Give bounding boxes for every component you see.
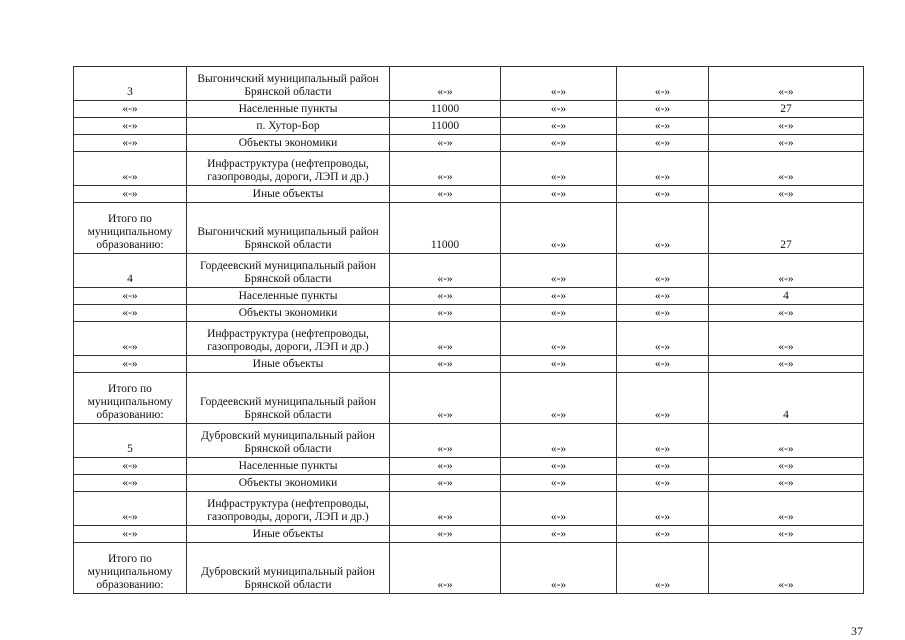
table-cell-col-3: «-»	[390, 305, 501, 322]
table-cell-col-1: «-»	[74, 322, 187, 356]
table-cell-col-2: Иные объекты	[187, 526, 390, 543]
table-cell-col-2: Населенные пункты	[187, 288, 390, 305]
table-cell-col-4: «-»	[501, 424, 617, 458]
table-cell-col-2: Объекты экономики	[187, 475, 390, 492]
table-cell-col-4: «-»	[501, 475, 617, 492]
table-row	[74, 526, 864, 543]
table-cell-col-1: «-»	[74, 475, 187, 492]
table-cell-col-4: «-»	[501, 254, 617, 288]
table-cell-col-1: Итого по муниципальному образованию:	[74, 543, 187, 594]
table-row	[74, 101, 864, 118]
table-row	[74, 186, 864, 203]
table-cell-col-5: «-»	[617, 118, 709, 135]
table-cell-col-4: «-»	[501, 67, 617, 101]
table-cell-col-3: «-»	[390, 356, 501, 373]
table-cell-col-3: «-»	[390, 492, 501, 526]
table-cell-col-1: Итого по муниципальному образованию:	[74, 373, 187, 424]
table-cell-col-4: «-»	[501, 322, 617, 356]
table-cell-col-3: «-»	[390, 254, 501, 288]
table-cell-col-1: «-»	[74, 135, 187, 152]
table-cell-col-5: «-»	[617, 373, 709, 424]
table-cell-col-5: «-»	[617, 288, 709, 305]
table-cell-col-4: «-»	[501, 305, 617, 322]
table-cell-col-5: «-»	[617, 543, 709, 594]
table-cell-col-3: «-»	[390, 458, 501, 475]
table-cell-col-6: «-»	[709, 322, 864, 356]
table-cell-col-1: «-»	[74, 492, 187, 526]
table-body	[74, 67, 864, 594]
table-cell-col-4: «-»	[501, 135, 617, 152]
table-cell-col-3: «-»	[390, 186, 501, 203]
table-cell-col-3: 11000	[390, 101, 501, 118]
table-row	[74, 492, 864, 526]
table-cell-col-6: «-»	[709, 135, 864, 152]
table-cell-col-4: «-»	[501, 288, 617, 305]
table-cell-col-6: 27	[709, 203, 864, 254]
table-row	[74, 152, 864, 186]
table-cell-col-4: «-»	[501, 492, 617, 526]
table-cell-col-4: «-»	[501, 152, 617, 186]
table-row	[74, 475, 864, 492]
table-cell-col-5: «-»	[617, 458, 709, 475]
table-cell-col-6: «-»	[709, 118, 864, 135]
table-cell-col-6: «-»	[709, 254, 864, 288]
table-cell-col-2: Населенные пункты	[187, 458, 390, 475]
table-row	[74, 67, 864, 101]
table-row	[74, 135, 864, 152]
table-row	[74, 424, 864, 458]
table-cell-col-2: Гордеевский муниципальный район Брянской области	[187, 254, 390, 288]
table-cell-col-5: «-»	[617, 254, 709, 288]
table-cell-col-6: «-»	[709, 475, 864, 492]
table-cell-col-1: «-»	[74, 186, 187, 203]
table-cell-col-3: «-»	[390, 67, 501, 101]
table-cell-col-6: 4	[709, 373, 864, 424]
table-cell-col-4: «-»	[501, 356, 617, 373]
table-cell-col-6: «-»	[709, 152, 864, 186]
table-cell-col-6: «-»	[709, 424, 864, 458]
table-cell-col-5: «-»	[617, 101, 709, 118]
table-cell-col-6: 4	[709, 288, 864, 305]
table-cell-col-2: Иные объекты	[187, 356, 390, 373]
table-cell-col-3: «-»	[390, 373, 501, 424]
table-cell-col-4: «-»	[501, 373, 617, 424]
table-cell-col-2: Инфраструктура (нефтепроводы, газопроводы, дороги, ЛЭП и др.)	[187, 152, 390, 186]
table-cell-col-2: Дубровский муниципальный район Брянской области	[187, 424, 390, 458]
table-cell-col-2: Дубровский муниципальный район Брянской области	[187, 543, 390, 594]
table-cell-col-5: «-»	[617, 203, 709, 254]
table-cell-col-5: «-»	[617, 135, 709, 152]
table-row	[74, 543, 864, 594]
table-cell-col-2: Объекты экономики	[187, 135, 390, 152]
table-row	[74, 458, 864, 475]
table-cell-col-4: «-»	[501, 186, 617, 203]
table-row	[74, 305, 864, 322]
table-row	[74, 254, 864, 288]
table-cell-col-3: «-»	[390, 322, 501, 356]
table-cell-col-5: «-»	[617, 475, 709, 492]
table-row	[74, 203, 864, 254]
table-cell-col-5: «-»	[617, 152, 709, 186]
table-cell-col-2: Гордеевский муниципальный район Брянской области	[187, 373, 390, 424]
table-cell-col-1: «-»	[74, 288, 187, 305]
table-cell-col-2: п. Хутор-Бор	[187, 118, 390, 135]
table-cell-col-6: «-»	[709, 305, 864, 322]
table-cell-col-5: «-»	[617, 492, 709, 526]
table-cell-col-6: «-»	[709, 458, 864, 475]
table-cell-col-1: «-»	[74, 305, 187, 322]
table-cell-col-3: «-»	[390, 135, 501, 152]
table-cell-col-2: Выгоничский муниципальный район Брянской области	[187, 203, 390, 254]
table-cell-col-1: 4	[74, 254, 187, 288]
table-row	[74, 373, 864, 424]
table-cell-col-3: «-»	[390, 288, 501, 305]
table-cell-col-2: Инфраструктура (нефтепроводы, газопроводы, дороги, ЛЭП и др.)	[187, 322, 390, 356]
table-cell-col-1: «-»	[74, 101, 187, 118]
table-row	[74, 322, 864, 356]
table-cell-col-4: «-»	[501, 458, 617, 475]
table-cell-col-1: «-»	[74, 118, 187, 135]
table-cell-col-3: «-»	[390, 152, 501, 186]
table-cell-col-5: «-»	[617, 67, 709, 101]
table-cell-col-6: «-»	[709, 492, 864, 526]
table-cell-col-4: «-»	[501, 526, 617, 543]
table-cell-col-5: «-»	[617, 322, 709, 356]
table-row	[74, 356, 864, 373]
table-cell-col-2: Населенные пункты	[187, 101, 390, 118]
table-row	[74, 118, 864, 135]
table-cell-col-4: «-»	[501, 101, 617, 118]
table-cell-col-3: 11000	[390, 118, 501, 135]
table-cell-col-2: Выгоничский муниципальный район Брянской области	[187, 67, 390, 101]
table-cell-col-6: «-»	[709, 67, 864, 101]
table-cell-col-1: «-»	[74, 526, 187, 543]
table-cell-col-6: 27	[709, 101, 864, 118]
table-cell-col-1: 3	[74, 67, 187, 101]
table-cell-col-1: «-»	[74, 152, 187, 186]
table-cell-col-4: «-»	[501, 543, 617, 594]
table-cell-col-5: «-»	[617, 186, 709, 203]
table-cell-col-4: «-»	[501, 203, 617, 254]
table-cell-col-5: «-»	[617, 305, 709, 322]
table-cell-col-3: «-»	[390, 475, 501, 492]
table-cell-col-1: 5	[74, 424, 187, 458]
table-cell-col-6: «-»	[709, 356, 864, 373]
data-table	[73, 66, 864, 594]
table-cell-col-2: Объекты экономики	[187, 305, 390, 322]
page-number: 37	[851, 624, 863, 638]
table-cell-col-2: Инфраструктура (нефтепроводы, газопроводы, дороги, ЛЭП и др.)	[187, 492, 390, 526]
table-cell-col-1: «-»	[74, 356, 187, 373]
table-cell-col-3: «-»	[390, 424, 501, 458]
table-cell-col-2: Иные объекты	[187, 186, 390, 203]
table-cell-col-6: «-»	[709, 543, 864, 594]
table-cell-col-5: «-»	[617, 424, 709, 458]
table-cell-col-6: «-»	[709, 186, 864, 203]
table-cell-col-3: «-»	[390, 543, 501, 594]
table-cell-col-3: 11000	[390, 203, 501, 254]
table-cell-col-3: «-»	[390, 526, 501, 543]
table-cell-col-5: «-»	[617, 356, 709, 373]
table-cell-col-1: «-»	[74, 458, 187, 475]
table-cell-col-1: Итого по муниципальному образованию:	[74, 203, 187, 254]
table-cell-col-5: «-»	[617, 526, 709, 543]
table-row	[74, 288, 864, 305]
table-cell-col-6: «-»	[709, 526, 864, 543]
table-cell-col-4: «-»	[501, 118, 617, 135]
